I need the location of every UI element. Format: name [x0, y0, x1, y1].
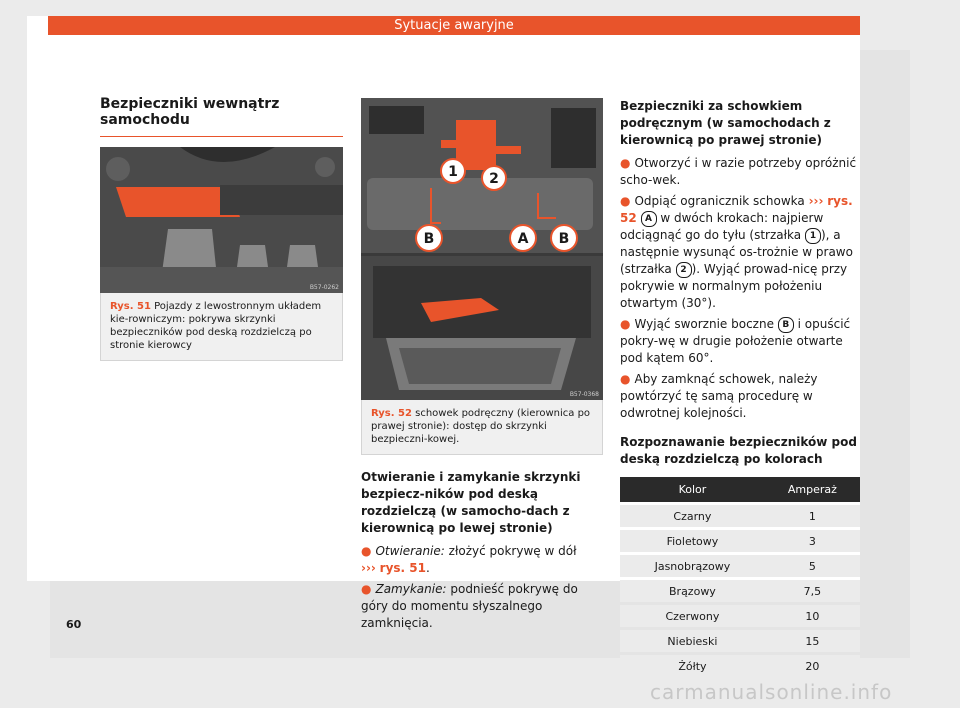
bullet-3 — [620, 316, 860, 367]
bullet-text: złożyć pokrywę w dół — [448, 544, 577, 558]
color-cell: Czerwony — [620, 605, 765, 627]
ref-arrow: ››› — [361, 561, 376, 575]
caption-text: Pojazdy z lewostronnym układem kie-rowniczym: pokrywa skrzynki bezpieczników pod deską rozdzielczą po stronie kierowcy — [110, 301, 322, 351]
amp-cell: 10 — [765, 605, 860, 627]
table-header-row — [620, 477, 860, 502]
circle-label-a: A — [641, 211, 657, 227]
figure-link[interactable]: rys. 52 — [620, 194, 853, 225]
caption-text: schowek podręczny (kierownica po prawej stronie): dostęp do skrzynki bezpieczni-kowej. — [371, 408, 591, 445]
bullet-text: i opuścić pokry-wę w drugie położenie otwarte pod kątem 60°. — [620, 317, 851, 365]
middle-column — [361, 98, 603, 636]
section-title: Bezpieczniki wewnątrz samochodu — [100, 96, 280, 128]
color-cell: Brązowy — [620, 580, 765, 602]
amp-cell: 5 — [765, 555, 860, 577]
circle-label-1: 1 — [805, 228, 821, 244]
bullet-text: ), a następnie wysunąć os-trożnie w prawo (strzałka — [620, 228, 853, 276]
amp-cell: 1 — [765, 505, 860, 527]
color-cell: Czarny — [620, 505, 765, 527]
bullet-end: . — [426, 561, 430, 575]
bullet-text: Odpiąć ogranicznik schowka — [634, 194, 805, 208]
bullet-close — [361, 581, 603, 632]
bullet-text: Wyjąć sworznie boczne — [634, 317, 774, 331]
table-row — [620, 630, 860, 652]
circle-label-b: B — [778, 317, 794, 333]
header-amperaz: Amperaż — [765, 477, 860, 502]
figure-51-caption — [100, 293, 343, 361]
bullet-open — [361, 543, 603, 577]
amp-cell: 20 — [765, 655, 860, 677]
figure-number: Rys. 51 — [110, 301, 151, 312]
figure-code: B57-0262 — [309, 284, 339, 291]
glovebox-illustration — [361, 98, 603, 400]
bullet-dot: ● — [620, 317, 631, 331]
bullet-2 — [620, 193, 860, 312]
bullet-dot: ● — [361, 582, 372, 596]
table-row — [620, 555, 860, 577]
table-row — [620, 505, 860, 527]
color-cell: Niebieski — [620, 630, 765, 652]
table-row — [620, 605, 860, 627]
callout-b-left: B — [423, 231, 435, 247]
table-heading: Rozpoznawanie bezpieczników pod deską rozdzielczą po kolorach — [620, 435, 857, 466]
fuse-cover-illustration — [100, 147, 343, 293]
bullet-text: ). Wyjąć prowad-nicę przy pokrywie w normalnym położeniu otwartym (30°). — [620, 262, 848, 310]
bullet-text: w dwóch krokach: najpierw odciągnąć go do tyłu (strzałka — [620, 211, 824, 242]
color-cell: Jasnobrązowy — [620, 555, 765, 577]
callout-a: A — [517, 231, 529, 247]
bullet-dot: ● — [620, 156, 631, 170]
figure-link[interactable]: rys. 51 — [379, 561, 426, 575]
watermark: carmanualsonline.info — [650, 680, 893, 704]
bullet-lead: Zamykanie: — [375, 582, 447, 596]
figure-51-image — [100, 147, 343, 293]
bullet-text: Aby zamknąć schowek, należy powtórzyć tę samą procedurę w odwrotnej kolejności. — [620, 372, 818, 420]
table-row — [620, 580, 860, 602]
section-header: Sytuacje awaryjne — [48, 16, 860, 35]
amp-cell: 15 — [765, 630, 860, 652]
callout-b-right: B — [558, 231, 570, 247]
right-column — [620, 98, 860, 680]
glovebox-heading: Bezpieczniki za schowkiem podręcznym (w samochodach z kierownicą po prawej stronie) — [620, 99, 831, 147]
bullet-dot: ● — [620, 372, 631, 386]
open-close-heading: Otwieranie i zamykanie skrzynki bezpiecz-ników pod deską rozdzielczą (w samocho-dach z kierownicą po lewej stronie) — [361, 470, 581, 535]
bullet-1 — [620, 155, 860, 189]
bullet-dot: ● — [361, 544, 372, 558]
table-row — [620, 530, 860, 552]
circle-label-2: 2 — [676, 262, 692, 278]
left-column — [100, 96, 343, 361]
figure-52-caption — [361, 400, 603, 455]
figure-number: Rys. 52 — [371, 408, 412, 419]
bullet-lead: Otwieranie: — [375, 544, 445, 558]
callout-2: 2 — [489, 171, 499, 187]
color-cell: Fioletowy — [620, 530, 765, 552]
bullet-dot: ● — [620, 194, 631, 208]
amp-cell: 7,5 — [765, 580, 860, 602]
page-number: 60 — [66, 618, 82, 631]
callout-1: 1 — [448, 164, 458, 180]
fuse-color-table — [620, 474, 860, 680]
figure-52-image — [361, 98, 603, 400]
table-row — [620, 655, 860, 677]
bullet-4 — [620, 371, 860, 422]
amp-cell: 3 — [765, 530, 860, 552]
header-kolor: Kolor — [620, 477, 765, 502]
ref-arrow: ››› — [808, 194, 824, 208]
title-divider — [100, 136, 343, 137]
color-cell: Żółty — [620, 655, 765, 677]
bullet-text: Otworzyć i w razie potrzeby opróżnić scho-wek. — [620, 156, 857, 187]
bullet-text: podnieść pokrywę do góry do momentu słyszalnego zamknięcia. — [361, 582, 578, 630]
figure-code: B57-0368 — [569, 391, 599, 398]
